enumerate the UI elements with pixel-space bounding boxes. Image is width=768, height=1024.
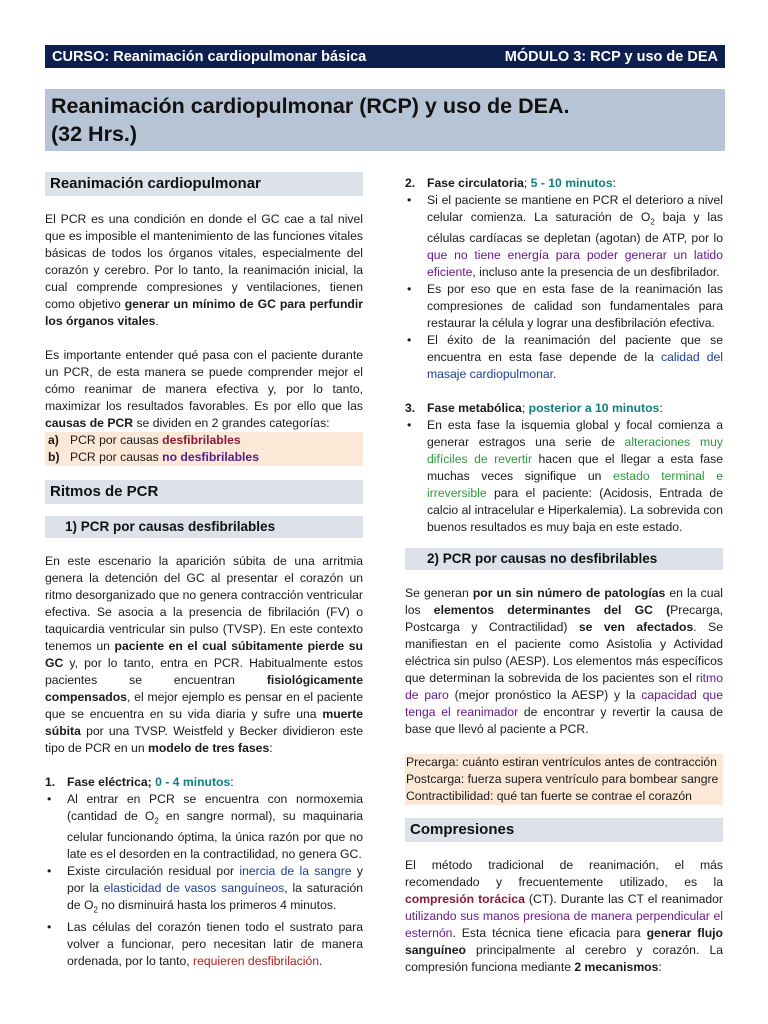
module-label: MÓDULO 3: RCP y uso de DEA [504,48,718,65]
section-heading-rcp: Reanimación cardiopulmonar [45,172,363,196]
paragraph-no-desfibrilables: Se generan por un sin número de patologías en la cual los elementos determinantes del GC (Precarga, Postcarga y Contractilidad) se ven afectados. Se manifiestan en el paciente como Asistolia y Actividad eléctrica sin pulso (AESP). Los elementos más específicos que determinan la sobrevida de los pacientes son el ritmo de paro (mejor pronóstico la AESP) y la capacidad que tenga el reanimador de encontrar y revertir la causa de base que llevó al paciente a PCR. [405,586,724,737]
right-column [405,175,723,976]
list-item: • Al entrar en PCR se encuentra con normoxemia (cantidad de $O_2$ en sangre normal), su maquinaria celular funcionando óptima, la única razón por que no late es el desorden en la contractilidad, no genera GC. [45,791,363,863]
phase-2-heading: 2. Fase circulatoria; 5 - 10 minutos: [405,176,616,190]
list-item: • Las células del corazón tienen todo el sustrato para volver a funcionar, pero necesitan latir de manera ordenada, por lo tanto, requieren desfibrilación. [45,919,363,970]
paragraph-desfibrilables: En este escenario la aparición súbita de una arritmia genera la detención del GC al presentar el corazón un ritmo desorganizado que no genera contracción ventricular efectiva. Se asocia a la presencia de fibrilación (FV) o taquicardia ventricular sin pulso (TVSP). En este contexto tenemos un paciente en el cual súbitamente pierde su GC y, por lo tanto, entra en PCR. Habitualmente estos pacientes se encuentran fisiológicamente compensados, el mejor ejemplo es pensar en el paciente que se encuentra en su vida diaria y sufre una muerte súbita por una TVSP. Weistfeld y Becker dividieron este tipo de PCR en un modelo de tres fases: [45,554,363,755]
category-item-a: a) PCR por causas desfibrilables [48,433,241,447]
list-item: • Si el paciente se mantiene en PCR el deterioro a nivel celular comienza. La saturación de $O_2$ baja y las células cardíacas se depletan (agotan) de ATP, por lo que no tiene energía para poder generar un latido eficiente, incluso ante la presencia de un desfibrilador. [405,192,723,281]
category-item-b: b) PCR por causas no desfibrilables [48,450,259,464]
phase-1-heading: 1. Fase eléctrica; 0 - 4 minutos: [45,775,234,789]
list-item: • Es por eso que en esta fase de la reanimación las compresiones de calidad son fundamentales para restaurar la célula y lograr una desfibrilación efectiva. [405,281,723,332]
page-title [45,89,725,151]
header-bar [45,45,725,68]
list-item: • Existe circulación residual por inercia de la sangre y por la elasticidad de vasos sanguíneos, la saturación de $O_2$ no disminuirá hasta los primeros 4 minutos. [45,863,363,918]
paragraph-compresiones: El método tradicional de reanimación, el más recomendado y frecuentemente utilizado, es la compresión torácica (CT). Durante las CT el reanimador utilizando sus manos presiona de manera perpendicular el esternón. Esta técnica tiene eficacia para generar flujo sanguíneo principalmente al cerebro y corazón. La compresión funciona mediante 2 mecanismos: [405,858,723,975]
course-label: CURSO: Reanimación cardiopulmonar básica [52,48,367,65]
phase-1-list [45,791,363,970]
subsection-desfibrilables: 1) PCR por causas desfibrilables [45,516,363,538]
phase-3-heading: 3. Fase metabólica; posterior a 10 minutos: [405,401,663,416]
section-heading-ritmos: Ritmos de PCR [45,480,363,504]
paragraph-causes: Es importante entender qué pasa con el paciente durante un PCR, de esta manera se puede comprender mejor el cómo reanimar de manera efectiva y, por lo tanto, maximizar los resultados favorables. Es por ello que las causas de PCR se dividen en 2 grandes categorías: [45,348,363,430]
categories-list [45,432,363,466]
left-column [45,172,363,970]
title-line-1: Reanimación cardiopulmonar (RCP) y uso de DEA. [51,94,570,118]
paragraph-intro: El PCR es una condición en donde el GC cae a tal nivel que es imposible el mantenimiento de las funciones vitales básicas de todos los órganos vitales, especialmente del corazón y cerebro. Por lo tanto, la reanimación inicial, la cual comprende compresiones y ventilaciones, tienen como objetivo generar un mínimo de GC para perfundir los órganos vitales. [45,212,363,328]
list-item: • El éxito de la reanimación del paciente que se encuentra en esta fase depende de la calidad del masaje cardiopulmonar. [405,332,723,383]
subsection-no-desfibrilables: 2) PCR por causas no desfibrilables [405,548,723,570]
definitions-box [405,754,723,805]
section-heading-compresiones: Compresiones [405,818,723,842]
phase-2-list [405,192,723,383]
definition-postcarga: Postcarga: fuerza supera ventrículo para bombear sangre [406,772,719,787]
title-line-2: (32 Hrs.) [51,122,138,146]
definition-contractibilidad: Contractibilidad: qué tan fuerte se contrae el corazón [406,789,692,804]
list-item: • En esta fase la isquemia global y focal comienza a generar estragos una serie de alteraciones muy difíciles de revertir hacen que el llegar a esta fase muchas veces signifique un estado terminal e irreversible para el paciente: (Acidosis, Entrada de calcio al intracelular e Hiperkalemia). La sobrevida con buenos resultados es muy baja en este estado. [405,417,723,536]
definition-precarga: Precarga: cuánto estiran ventrículos antes de contracción [406,755,717,770]
phase-3-list [405,417,723,536]
